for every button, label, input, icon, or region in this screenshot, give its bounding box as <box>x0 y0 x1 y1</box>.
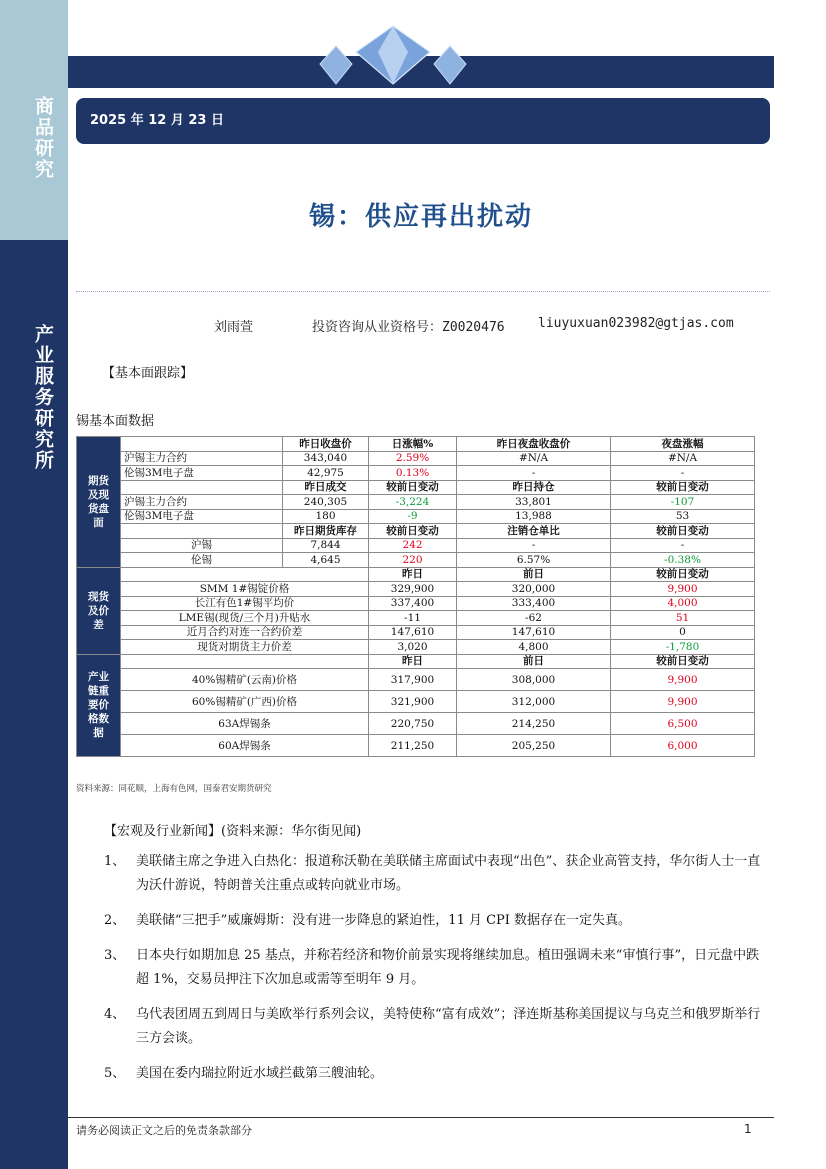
table-row: 40%锡精矿(云南)价格 317,900 308,000 9,900 <box>77 669 755 691</box>
group-label-spot: 现货及价差 <box>77 567 121 654</box>
sidebar-bottom-label: 产业服务研究所 <box>32 324 54 471</box>
report-title: 锡：供应再出扰动 <box>308 202 533 232</box>
news-heading: 【宏观及行业新闻】(资料来源：华尔街见闻) <box>104 824 362 839</box>
tin-fundamentals-table <box>76 436 755 757</box>
table-row: 63A焊锡条 220,750 214,250 6,500 <box>77 713 755 735</box>
table-row: 沪锡 7,844 242 - - <box>77 538 755 553</box>
table-row: 现货对期货主力价差 3,020 4,800 -1,780 <box>77 640 755 655</box>
table-row: 伦锡3M电子盘 42,975 0.13% - - <box>77 466 755 481</box>
list-item: 2、 美联储“三把手”威廉姆斯：没有进一步降息的紧迫性，11 月 CPI 数据存在一定失真。 <box>104 913 632 928</box>
page-number: 1 <box>744 1122 752 1136</box>
news-list <box>104 850 764 1097</box>
section-fundamentals: 【基本面跟踪】 <box>102 366 194 381</box>
list-item: 4、 乌代表团周五到周日与美欧举行系列会议，美特使称“富有成效”；泽连斯基称美国提议与乌克兰和俄罗斯举行三方会谈。 <box>104 1007 761 1046</box>
author-email[interactable]: liuyuxuan023982@gtjas.com <box>538 316 734 331</box>
table-row: 沪锡主力合约 343,040 2.59% #N/A #N/A <box>77 451 755 466</box>
table-row: 长江有色1#锡平均价 337,400 333,400 4,000 <box>77 596 755 611</box>
sidebar-bottom-panel <box>0 240 68 1169</box>
author-name: 刘雨萱 <box>214 320 254 335</box>
table-row: 近月合约对连一合约价差 147,610 147,610 0 <box>77 625 755 640</box>
table-row: 昨日期货库存 较前日变动 注销仓单比 较前日变动 <box>77 524 755 539</box>
group-label-futures: 期货及现货盘面 <box>77 437 121 568</box>
list-item: 3、 日本央行如期加息 25 基点，并称若经济和物价前景实现将继续加息。植田强调未来“审慎行事”，日元盘中跌超 1%，交易员押注下次加息或需等至明年 9 月。 <box>104 948 760 987</box>
table-title: 锡基本面数据 <box>76 414 155 429</box>
group-label-chain: 产业链重要价格数据 <box>77 654 121 757</box>
table-row: 产业链重要价格数据 昨日 前日 较前日变动 <box>77 654 755 669</box>
author-license: 投资咨询从业资格号：Z0020476 <box>312 320 505 335</box>
table-row: 沪锡主力合约 240,305 -3,224 33,801 -107 <box>77 495 755 510</box>
source-note: 资料来源：同花顺，上海有色网，国泰君安期货研究 <box>76 784 272 794</box>
divider <box>76 291 770 292</box>
table-row: 伦锡3M电子盘 180 -9 13,988 53 <box>77 509 755 524</box>
table-row: 60A焊锡条 211,250 205,250 6,000 <box>77 735 755 757</box>
table-row: 现货及价差 昨日 前日 较前日变动 <box>77 567 755 582</box>
footer-disclaimer: 请务必阅读正文之后的免责条款部分 <box>76 1124 252 1137</box>
list-item: 1、 美联储主席之争进入白热化：报道称沃勒在美联储主席面试中表现“出色”、获企业高管支持，华尔街人士一直为沃什游说，特朗普关注重点或转向就业市场。 <box>104 854 761 893</box>
table-row: 60%锡精矿(广西)价格 321,900 312,000 9,900 <box>77 691 755 713</box>
list-item: 5、 美国在委内瑞拉附近水域拦截第三艘油轮。 <box>104 1066 384 1081</box>
table-row: 昨日成交 较前日变动 昨日持仓 较前日变动 <box>77 480 755 495</box>
table-row: SMM 1#锡锭价格 329,900 320,000 9,900 <box>77 582 755 597</box>
sidebar <box>0 0 68 1169</box>
report-date: 2025 年 12 月 23 日 <box>90 113 224 128</box>
table-row: LME锡(现货/三个月)升贴水 -11 -62 51 <box>77 611 755 626</box>
gem-logo-icon <box>318 22 468 88</box>
date-bar <box>76 98 770 144</box>
sidebar-top-label: 商品研究 <box>32 96 54 180</box>
sidebar-top-panel <box>0 0 68 240</box>
table-row: 伦锡 4,645 220 6.57% -0.38% <box>77 553 755 568</box>
footer-divider <box>68 1117 774 1118</box>
table-row: 期货及现货盘面 昨日收盘价 日涨幅% 昨日夜盘收盘价 夜盘涨幅 <box>77 437 755 452</box>
